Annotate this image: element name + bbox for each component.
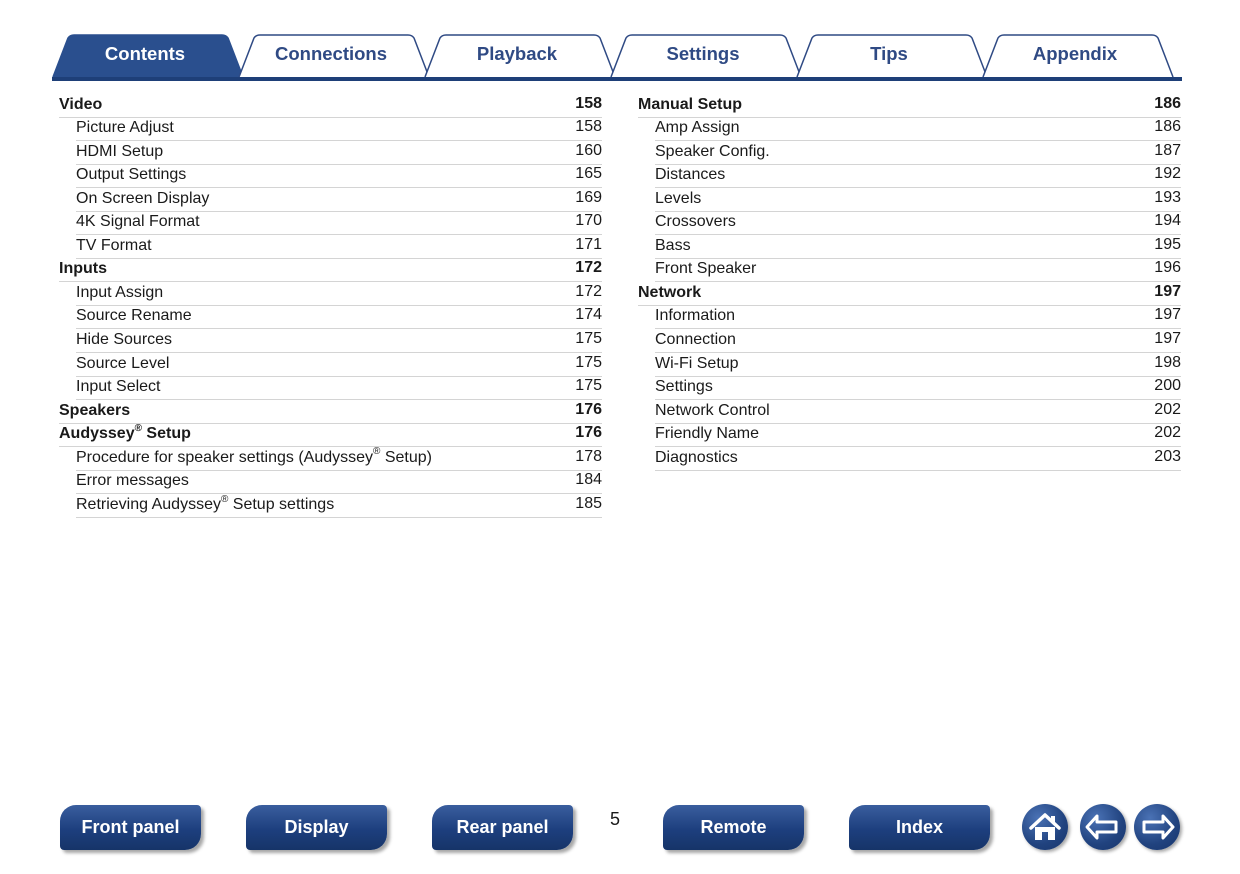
toc-entry[interactable] bbox=[76, 471, 602, 495]
rear-panel-button[interactable]: Rear panel bbox=[432, 805, 573, 850]
toc-entry[interactable] bbox=[655, 118, 1181, 142]
toc-page-number: 200 bbox=[1154, 377, 1181, 395]
toc-title: Amp Assign bbox=[655, 119, 740, 137]
toc-heading[interactable] bbox=[638, 94, 1181, 118]
toc-entry[interactable] bbox=[76, 212, 602, 236]
toc-title: Source Level bbox=[76, 354, 170, 372]
tab-label: Connections bbox=[274, 43, 388, 64]
toc-title: Crossovers bbox=[655, 213, 736, 231]
toc-title: Bass bbox=[655, 236, 691, 254]
toc-title: Diagnostics bbox=[655, 448, 738, 466]
toc-entry[interactable] bbox=[76, 141, 602, 165]
toc-entry[interactable] bbox=[76, 329, 602, 353]
toc-title: Audyssey® Setup bbox=[59, 422, 191, 443]
page-number: 5 bbox=[610, 809, 621, 829]
registered-mark: ® bbox=[373, 446, 381, 458]
toc-entry[interactable] bbox=[655, 424, 1181, 448]
toc-entry[interactable] bbox=[655, 235, 1181, 259]
toc-page-number: 184 bbox=[575, 471, 602, 489]
toc-title: Front Speaker bbox=[655, 260, 757, 278]
toc-page-number: 160 bbox=[575, 141, 602, 159]
toc-entry[interactable] bbox=[655, 212, 1181, 236]
tab-tips[interactable] bbox=[796, 34, 982, 77]
toc-page-number: 196 bbox=[1154, 259, 1181, 277]
toc-page-number: 195 bbox=[1154, 235, 1181, 253]
toc-title: 4K Signal Format bbox=[76, 213, 200, 231]
toc-page-number: 174 bbox=[575, 306, 602, 324]
toc-entry[interactable] bbox=[655, 353, 1181, 377]
toc-page-number: 197 bbox=[1154, 282, 1181, 300]
toc-entry[interactable] bbox=[655, 165, 1181, 189]
toc-page-number: 170 bbox=[575, 212, 602, 230]
toc-page-number: 185 bbox=[575, 494, 602, 512]
toc-page-number: 197 bbox=[1154, 330, 1181, 348]
toc-entry[interactable] bbox=[76, 494, 602, 518]
toc-page-number: 169 bbox=[575, 188, 602, 206]
toc-entry[interactable] bbox=[76, 377, 602, 401]
toc-title: Procedure for speaker settings (Audyssey® Setup) bbox=[76, 446, 432, 466]
toc-title: Video bbox=[59, 95, 103, 113]
toc-title: Manual Setup bbox=[638, 95, 743, 113]
toc-page-number: 197 bbox=[1154, 306, 1181, 324]
toc-title: TV Format bbox=[76, 236, 152, 254]
toc-page-number: 176 bbox=[575, 424, 602, 442]
toc-page-number: 198 bbox=[1154, 353, 1181, 371]
toc-entry[interactable] bbox=[76, 188, 602, 212]
toc-page-number: 158 bbox=[575, 118, 602, 136]
tab-label: Playback bbox=[476, 43, 558, 64]
toc-entry[interactable] bbox=[655, 306, 1181, 330]
tab-connections[interactable] bbox=[238, 34, 424, 77]
toc-title: Settings bbox=[655, 378, 713, 396]
toc-entry[interactable] bbox=[655, 259, 1181, 283]
toc-title: Network Control bbox=[655, 401, 770, 419]
toc-entry[interactable] bbox=[655, 400, 1181, 424]
toc-page-number: 175 bbox=[575, 353, 602, 371]
toc-page-number: 171 bbox=[575, 235, 602, 253]
toc-page-number: 203 bbox=[1154, 447, 1181, 465]
toc-title: Speaker Config. bbox=[655, 142, 770, 160]
remote-button[interactable]: Remote bbox=[663, 805, 804, 850]
toc-page-number: 158 bbox=[575, 94, 602, 112]
tab-appendix[interactable] bbox=[982, 34, 1168, 77]
toc-title: Picture Adjust bbox=[76, 119, 174, 137]
toc-column-right bbox=[638, 94, 1181, 471]
registered-mark: ® bbox=[134, 422, 142, 434]
toc-title: HDMI Setup bbox=[76, 142, 164, 160]
toc-entry[interactable] bbox=[76, 353, 602, 377]
toc-entry[interactable] bbox=[76, 165, 602, 189]
toc-page-number: 186 bbox=[1154, 118, 1181, 136]
toc-page-number: 202 bbox=[1154, 400, 1181, 418]
toc-title: Output Settings bbox=[76, 166, 187, 184]
toc-heading[interactable] bbox=[59, 94, 602, 118]
toc-title: Levels bbox=[655, 189, 702, 207]
toc-page-number: 172 bbox=[575, 259, 602, 277]
tab-baseline bbox=[52, 77, 1182, 81]
tab-contents[interactable] bbox=[52, 34, 238, 77]
toc-title: Friendly Name bbox=[655, 425, 760, 443]
toc-page-number: 176 bbox=[575, 400, 602, 418]
toc-title: Input Select bbox=[76, 378, 161, 396]
home-icon bbox=[1022, 804, 1068, 850]
tab-label: Tips bbox=[870, 43, 908, 64]
back-arrow-icon bbox=[1080, 804, 1126, 850]
toc-heading[interactable] bbox=[59, 400, 602, 424]
toc-page-number: 194 bbox=[1154, 212, 1181, 230]
toc-page-number: 186 bbox=[1154, 94, 1181, 112]
toc-title: Wi-Fi Setup bbox=[655, 354, 739, 372]
toc-page-number: 172 bbox=[575, 282, 602, 300]
toc-entry[interactable] bbox=[655, 329, 1181, 353]
toc-title: Source Rename bbox=[76, 307, 192, 325]
home-button[interactable] bbox=[1022, 804, 1068, 850]
toc-entry[interactable] bbox=[655, 188, 1181, 212]
tab-settings[interactable] bbox=[610, 34, 796, 77]
toc-entry[interactable] bbox=[76, 306, 602, 330]
toc-heading[interactable] bbox=[59, 424, 602, 448]
toc-title: Inputs bbox=[59, 260, 107, 278]
toc-title: Error messages bbox=[76, 472, 189, 490]
toc-title: Speakers bbox=[59, 401, 131, 419]
toc-entry[interactable] bbox=[655, 447, 1181, 471]
toc-title: Retrieving Audyssey® Setup settings bbox=[76, 493, 335, 513]
toc-entry[interactable] bbox=[655, 141, 1181, 165]
tab-label: Appendix bbox=[1032, 43, 1118, 64]
forward-button[interactable] bbox=[1134, 804, 1180, 850]
toc-title: Distances bbox=[655, 166, 726, 184]
tab-playback[interactable] bbox=[424, 34, 610, 77]
back-button[interactable] bbox=[1080, 804, 1126, 850]
toc-column-left bbox=[59, 94, 602, 518]
toc-title: Network bbox=[638, 283, 702, 301]
forward-arrow-icon bbox=[1134, 804, 1180, 850]
toc-title: On Screen Display bbox=[76, 189, 210, 207]
front-panel-button[interactable]: Front panel bbox=[60, 805, 201, 850]
toc-page-number: 178 bbox=[575, 447, 602, 465]
toc-title: Connection bbox=[655, 331, 736, 349]
toc-entry[interactable] bbox=[76, 282, 602, 306]
toc-title: Input Assign bbox=[76, 283, 164, 301]
display-button[interactable]: Display bbox=[246, 805, 387, 850]
toc-page-number: 187 bbox=[1154, 141, 1181, 159]
toc-page-number: 193 bbox=[1154, 188, 1181, 206]
toc-entry[interactable] bbox=[76, 447, 602, 471]
toc-page-number: 175 bbox=[575, 330, 602, 348]
toc-entry[interactable] bbox=[76, 235, 602, 259]
toc-heading[interactable] bbox=[638, 282, 1181, 306]
toc-page-number: 202 bbox=[1154, 424, 1181, 442]
toc-page-number: 192 bbox=[1154, 165, 1181, 183]
index-button[interactable]: Index bbox=[849, 805, 990, 850]
toc-title: Hide Sources bbox=[76, 331, 173, 349]
tab-label: Contents bbox=[104, 43, 186, 64]
tab-label: Settings bbox=[666, 43, 740, 64]
toc-page-number: 165 bbox=[575, 165, 602, 183]
toc-page-number: 175 bbox=[575, 377, 602, 395]
tab-bar bbox=[52, 34, 1182, 82]
toc-entry[interactable] bbox=[655, 377, 1181, 401]
toc-entry[interactable] bbox=[76, 118, 602, 142]
toc-title: Information bbox=[655, 307, 736, 325]
registered-mark: ® bbox=[220, 493, 229, 505]
toc-heading[interactable] bbox=[59, 259, 602, 283]
